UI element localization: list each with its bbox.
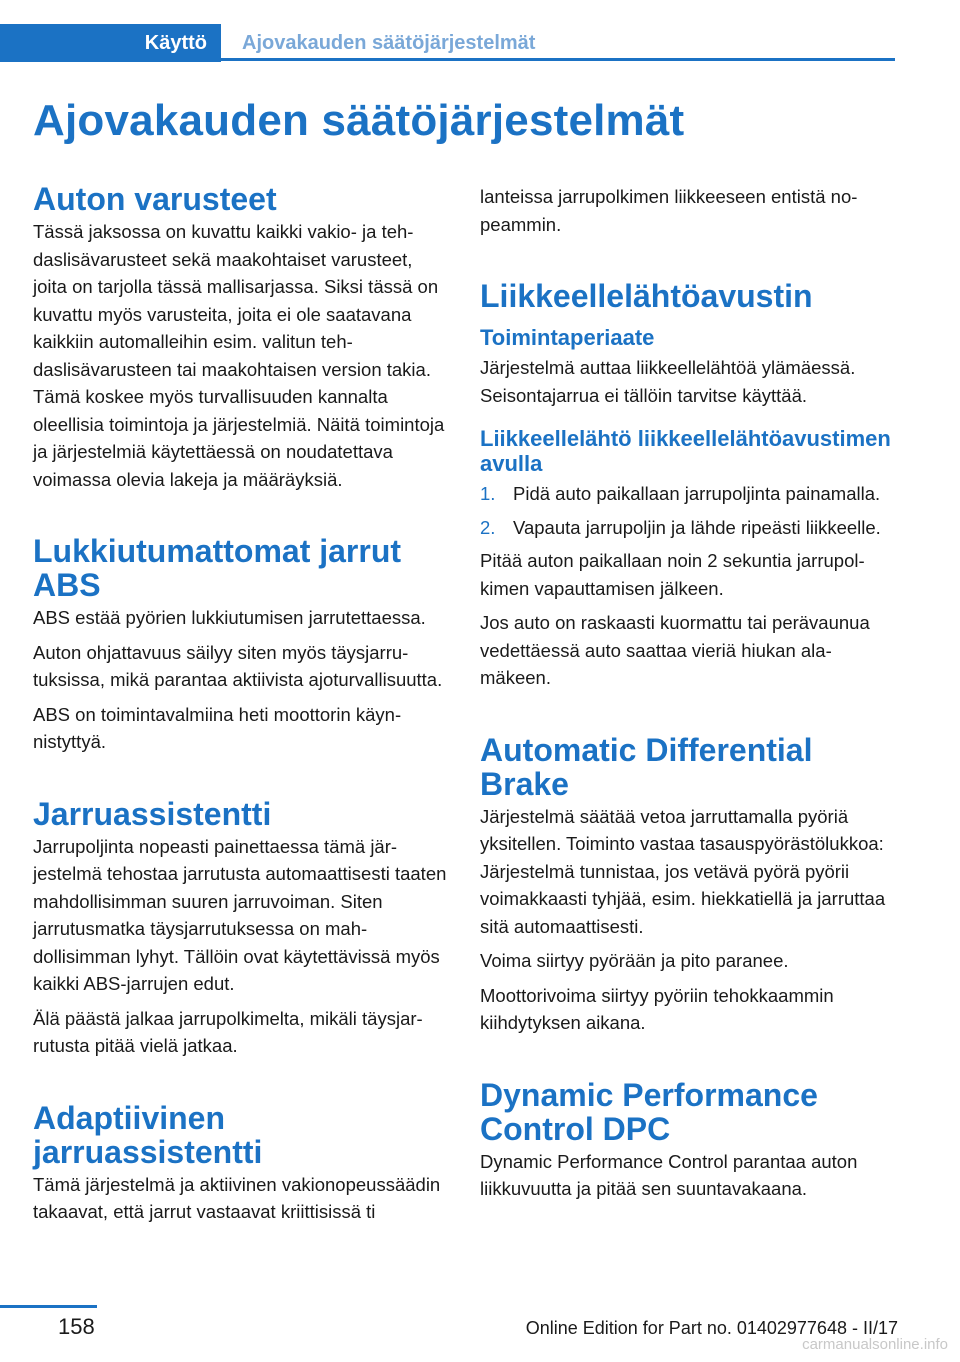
list-item bbox=[480, 514, 895, 542]
running-header bbox=[0, 24, 895, 62]
left-column bbox=[33, 182, 451, 1233]
paragraph: Järjestelmä auttaa liikkeellelähtöä ylämäessä. Seisontajarrua ei tällöin tarvitse käyttää. bbox=[480, 357, 856, 406]
paragraph: Moottorivoima siirtyy pyöriin tehokkaammin kiihdytyksen aikana. bbox=[480, 984, 834, 1033]
footer-rule bbox=[0, 1305, 97, 1308]
header-rule bbox=[221, 58, 895, 61]
paragraph: Voima siirtyy pyörään ja pito paranee. bbox=[480, 950, 789, 971]
paragraph: Jos auto on raskaasti kuormattu tai perävaunua vedettäessä auto saattaa vieriä hiukan alamäkeen. bbox=[480, 612, 870, 688]
page-number: 158 bbox=[58, 1314, 95, 1339]
watermark: carmanualsonline.info bbox=[802, 1336, 948, 1353]
paragraph: Järjestelmä säätää vetoa jarruttamalla pyöriä yksitellen. Toiminto vastaa tasauspyörästölukkoa: Järjestelmä tunnistaa, jos vetävä pyörä pyörii voimakkaasti tyhjää, esim. hiekkatiellä ja jarruttaa sitä automaattisesti. bbox=[480, 805, 886, 937]
edition-note: Online Edition for Part no. 01402977648 - II/17 bbox=[525, 1318, 898, 1338]
paragraph: ABS estää pyörien lukkiutumisen jarrutettaessa. bbox=[33, 607, 426, 628]
heading-liikkeellelahtoavustin: Liikkeellelähtöavustin bbox=[480, 278, 813, 314]
subheading-liikkeellelahto: Liikkeellelähtö liikkeellelähtöavustimen avulla bbox=[480, 426, 891, 476]
steps-list bbox=[480, 480, 895, 541]
paragraph: Tässä jaksossa on kuvattu kaikki vakio- ja tehdaslisävarusteet sekä maakohtaiset varusteet, joita on tarjolla tässä mallisarjassa. Siksi tässä on kuvattu myös varusteita, joita ei ole saatavana kaikkiin automalleihin esim. valitun tehdaslisävarusteen tai maakohtaisen version takia. Tämä koskee myös turvallisuuden kannalta oleellisia toimintoja ja järjestelmiä. Näitä toimintoja ja järjestelmiä käytettäessä on noudatettava voimassa olevia lakeja ja määräyksiä. bbox=[33, 221, 445, 490]
chapter-tab: Käyttö bbox=[0, 24, 221, 62]
heading-auton-varusteet: Auton varusteet bbox=[33, 181, 277, 217]
list-item bbox=[480, 480, 895, 508]
paragraph: Dynamic Performance Control parantaa auton liikkuvuutta ja pitää sen suuntavakaana. bbox=[480, 1150, 858, 1199]
paragraph: Tämä järjestelmä ja aktiivinen vakionopeussäädin takaavat, että jarrut vastaavat kriittisissä ti bbox=[33, 1173, 441, 1222]
heading-adb: Automatic Differential Brake bbox=[480, 731, 813, 802]
paragraph: Jarrupoljinta nopeasti painettaessa tämä järjestelmä tehostaa jarrutusta automaattisesti taaten mahdollisimman suuren jarruvoiman. Siten jarrutusmatka täysjarrutuksessa on mahdollisimman lyhyt. Tällöin ovat käytettävissä myös kaikki ABS-jarrujen edut. bbox=[33, 835, 447, 994]
heading-adaptiivinen: Adaptiivinen jarruassistentti bbox=[33, 1099, 263, 1170]
page-title: Ajovakauden säätöjärjestelmät bbox=[33, 96, 685, 145]
heading-dpc: Dynamic Performance Control DPC bbox=[480, 1076, 818, 1147]
paragraph: Pitää auton paikallaan noin 2 sekuntia jarrupolkimen vapauttamisen jälkeen. bbox=[480, 550, 865, 599]
heading-abs: Lukkiutumattomat jarrut ABS bbox=[33, 533, 402, 603]
step-number: 2. bbox=[480, 516, 496, 538]
paragraph: Auton ohjattavuus säilyy siten myös täysjarrutuksissa, mikä parantaa aktiivista ajoturvallisuutta. bbox=[33, 641, 443, 690]
paragraph: Älä päästä jalkaa jarrupolkimelta, mikäli täysjarrutusta pitää vielä jatkaa. bbox=[33, 1007, 423, 1056]
step-text: Vapauta jarrupoljin ja lähde ripeästi liikkeelle. bbox=[513, 516, 881, 538]
step-text: Pidä auto paikallaan jarrupoljinta painamalla. bbox=[513, 483, 881, 504]
heading-jarruassistentti: Jarruassistentti bbox=[33, 795, 272, 832]
subheading-toimintaperiaate: Toimintaperiaate bbox=[480, 325, 655, 350]
paragraph: lanteissa jarrupolkimen liikkeeseen entistä nopeammin. bbox=[480, 186, 858, 235]
right-column bbox=[480, 183, 895, 1210]
paragraph: ABS on toimintavalmiina heti moottorin käynnistyttyä. bbox=[33, 703, 402, 752]
section-tab: Ajovakauden säätöjärjestelmät bbox=[242, 32, 536, 54]
step-number: 1. bbox=[480, 483, 496, 504]
